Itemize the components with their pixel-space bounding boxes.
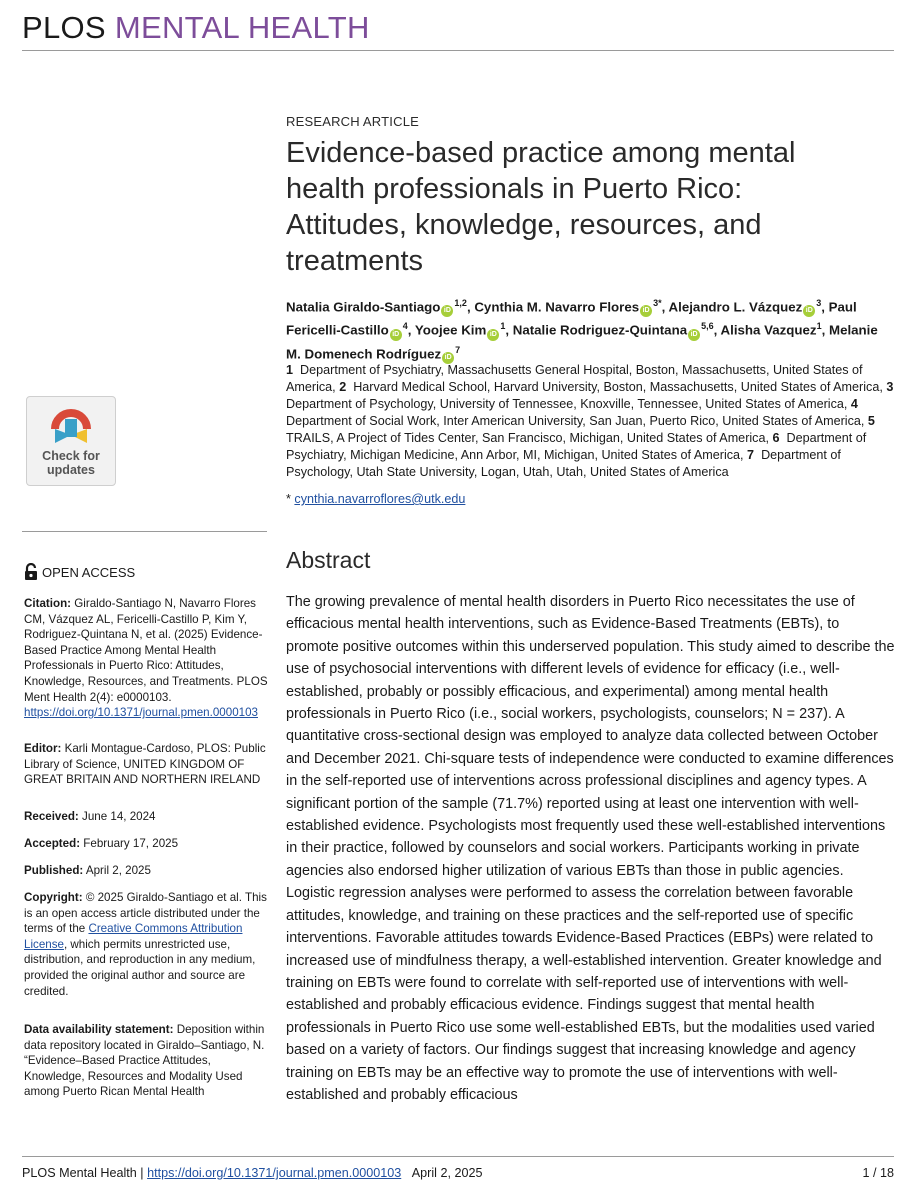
header-divider xyxy=(22,50,894,51)
affiliation-number: 1 xyxy=(286,363,294,377)
published-label: Published: xyxy=(24,864,84,877)
orcid-icon[interactable]: iD xyxy=(487,329,499,341)
citation-text: Giraldo-Santiago N, Navarro Flores CM, Vázquez AL, Fericelli-Castillo P, Kim Y, Rodriguez-Quintana N, et al. (2025) Evidence-Based Practice Among Mental Health Professionals in Puerto Rico: Attitudes, Knowledge, Resources, and Treatments. PLOS Ment Health 2(4): e0000103. xyxy=(24,597,268,704)
orcid-icon[interactable]: iD xyxy=(442,352,454,364)
copyright-block xyxy=(24,890,269,999)
affiliation-number: 2 xyxy=(339,380,347,394)
editor-block xyxy=(24,741,269,788)
published-block xyxy=(24,863,269,879)
received-date: June 14, 2024 xyxy=(82,810,156,823)
open-access-label xyxy=(24,563,135,581)
editor-text: Karli Montague-Cardoso, PLOS: Public Library of Science, UNITED KINGDOM OF GREAT BRITAIN AND NORTHERN IRELAND xyxy=(24,742,266,787)
badge-line-1: Check for xyxy=(42,449,100,463)
affiliation-text: TRAILS, A Project of Tides Center, San Francisco, Michigan, United States of America, xyxy=(286,431,769,445)
orcid-icon[interactable]: iD xyxy=(688,329,700,341)
journal-name-plos: PLOS xyxy=(22,10,106,45)
footer-journal: PLOS Mental Health | xyxy=(22,1166,144,1180)
published-date: April 2, 2025 xyxy=(85,864,151,877)
orcid-icon[interactable]: iD xyxy=(803,305,815,317)
footer xyxy=(22,1166,482,1180)
article-type: RESEARCH ARTICLE xyxy=(286,114,419,129)
affiliation-text: Department of Psychology, University of Tennessee, Knoxville, Tennessee, United States of America, xyxy=(286,397,848,411)
copyright-text-end: , which permits unrestricted use, distribution, and reproduction in any medium, provided the original author and source are credited. xyxy=(24,937,256,998)
orcid-icon[interactable]: iD xyxy=(640,305,652,317)
copyright-text: © 2025 Giraldo-Santiago et al. This is an open access article distributed under the terms of the xyxy=(24,891,267,936)
crossmark-icon xyxy=(27,399,115,451)
abstract-text: The growing prevalence of mental health disorders in Puerto Rico necessitates the use of efficacious mental health interventions, such as Evidence-Based Treatments (EBTs), to promote positive outcomes within this underserved population. This study aimed to describe the use of psychosocial interventions with different levels of evidence for efficacy (i.e., well-established, probably or possibly efficacious, and experimental) among mental health professionals in Puerto Rico (i.e., social workers, psychologists, counselors; N = 237). A quantitative cross-sectional design was employed to analyze data collected between October and December 2021. Chi-square tests of independence were conducted to examine differences in the self-reported use of interventions across professional disciplines and agency types. A significant portion of the sample (71.7%) reported using at least one intervention with well-established evidence. Psychologists most frequently used these well-established interventions in their practice, followed by counselors and social workers. Participants working in private agencies also endorsed higher utilization of various EBTs than those in public agencies. Logistic regression analyses were performed to assess the correlation between favorable attitudes, knowledge, and training on these practices and the self-reported use of specific interventions. Favorable attitudes towards Evidence-Based Practices (EBPs) were related to increased use of mindfulness therapy, a well-established intervention. Greater knowledge and training on EBTs were found to correlate with self-reported use of interventions with well-established and probably efficacious evidence. Findings suggest that mental health professionals in Puerto Rico use some well-established EBTs, but the modalities used varied based on a variety of factors. Our findings suggest that increasing knowledge and agency training on EBTs may be an effective way to promote the use of interventions with well-established and probably efficacious xyxy=(286,594,895,1103)
corresponding-email-link[interactable]: cynthia.navarroflores@utk.edu xyxy=(294,492,466,506)
accepted-block xyxy=(24,836,269,852)
affiliation-text: Department of Psychiatry, Massachusetts General Hospital, Boston, Massachusetts, United States of America, xyxy=(286,363,863,394)
footer-divider xyxy=(22,1156,894,1157)
footer-date: April 2, 2025 xyxy=(411,1166,483,1180)
affiliation-number: 3 xyxy=(886,380,894,394)
abstract-heading: Abstract xyxy=(286,547,371,573)
affiliation-text: Harvard Medical School, Harvard University, Boston, Massachusetts, United States of America, xyxy=(353,380,883,394)
corresponding-author xyxy=(286,492,465,506)
data-availability-block xyxy=(24,1022,269,1100)
author-list: Natalia Giraldo-Santiago iD$^{1,2}$, Cynthia M. Navarro Flores $iD^{3*}$, Alejandro L. Vázquez $iD^3$, Paul Fericelli-Castillo $iD^4$, Yoojee Kim $iD^1$, Natalie Rodriguez-Quintana iD$^{5,6}$, Alisha Vazquez$^1$, Melanie M. Domenech Rodríguez $iD^7$ xyxy=(286,294,896,364)
affiliation-list xyxy=(286,362,898,481)
received-label: Received: xyxy=(24,810,79,823)
author-affiliation-sup: 7 xyxy=(455,344,461,355)
author-affiliation-sup: 1,2 xyxy=(454,298,467,308)
license-link[interactable]: Creative Commons Attribution License xyxy=(24,922,243,951)
sidebar-divider xyxy=(22,531,267,532)
affiliation-number: 4 xyxy=(850,397,858,411)
affiliation-text: Department of Psychology, Utah State University, Logan, Utah, Utah, United States of America xyxy=(286,448,841,479)
check-for-updates-button[interactable] xyxy=(26,396,116,486)
author-affiliation-sup: 4 xyxy=(402,321,408,332)
affiliation-text: Department of Psychiatry, Michigan Medicine, Ann Arbor, MI, Michigan, United States of America, xyxy=(286,431,867,462)
accepted-date: February 17, 2025 xyxy=(83,837,179,850)
journal-name-section: MENTAL HEALTH xyxy=(114,10,370,45)
corresponding-marker: * xyxy=(286,492,291,506)
orcid-icon[interactable]: iD xyxy=(390,329,402,341)
author-name[interactable]: Paul Fericelli-Castillo xyxy=(286,299,857,338)
author-name[interactable]: Alejandro L. Vázquez xyxy=(668,299,803,315)
received-block xyxy=(24,809,269,825)
author-name[interactable]: Natalia Giraldo-Santiago xyxy=(286,299,441,315)
author-affiliation-sup: 3* xyxy=(653,298,662,308)
author-affiliation-sup: 5,6 xyxy=(701,321,714,332)
author-name[interactable]: Yoojee Kim xyxy=(414,322,487,338)
accepted-label: Accepted: xyxy=(24,837,81,850)
data-availability-label: Data availability statement: xyxy=(24,1023,174,1036)
open-lock-icon xyxy=(24,563,38,581)
author-name[interactable]: Alisha Vazquez xyxy=(720,322,817,338)
citation-doi-link[interactable]: https://doi.org/10.1371/journal.pmen.0000103 xyxy=(24,706,258,720)
author-name[interactable]: Natalie Rodriguez-Quintana xyxy=(512,322,688,338)
page-number: 1 / 18 xyxy=(862,1166,894,1180)
footer-doi-link[interactable]: https://doi.org/10.1371/journal.pmen.0000103 xyxy=(147,1166,402,1180)
affiliation-number: 5 xyxy=(867,414,875,428)
author-name[interactable]: Melanie M. Domenech Rodríguez xyxy=(286,322,878,362)
journal-title[interactable] xyxy=(22,10,370,46)
citation-block xyxy=(24,596,269,721)
affiliation-number: 6 xyxy=(772,431,780,445)
author-affiliation-sup: 1 xyxy=(500,321,506,332)
affiliation-text: Department of Social Work, Inter American University, San Juan, Puerto Rico, United States of America, xyxy=(286,414,865,428)
open-access-text: OPEN ACCESS xyxy=(42,564,136,580)
affiliation-number: 7 xyxy=(747,448,755,462)
editor-label: Editor: xyxy=(24,742,62,755)
check-for-updates-label xyxy=(27,449,115,477)
data-availability-text: Deposition within data repository located in Giraldo–Santiago, N. “Evidence–Based Practice Attitudes, Knowledge, Resources and Modality Used among Puerto Rican Mental Health xyxy=(24,1023,265,1099)
article-title: Evidence-based practice among mental health professionals in Puerto Rico: Attitudes, knowledge, resources, and treatments xyxy=(286,137,796,277)
badge-line-2: updates xyxy=(47,463,95,477)
author-affiliation-sup: 3 xyxy=(816,298,822,308)
copyright-label: Copyright: xyxy=(24,891,83,904)
citation-label: Citation: xyxy=(24,597,72,610)
author-affiliation-sup: 1 xyxy=(816,321,822,332)
orcid-icon[interactable]: iD xyxy=(441,305,453,317)
author-name[interactable]: Cynthia M. Navarro Flores xyxy=(474,299,640,315)
